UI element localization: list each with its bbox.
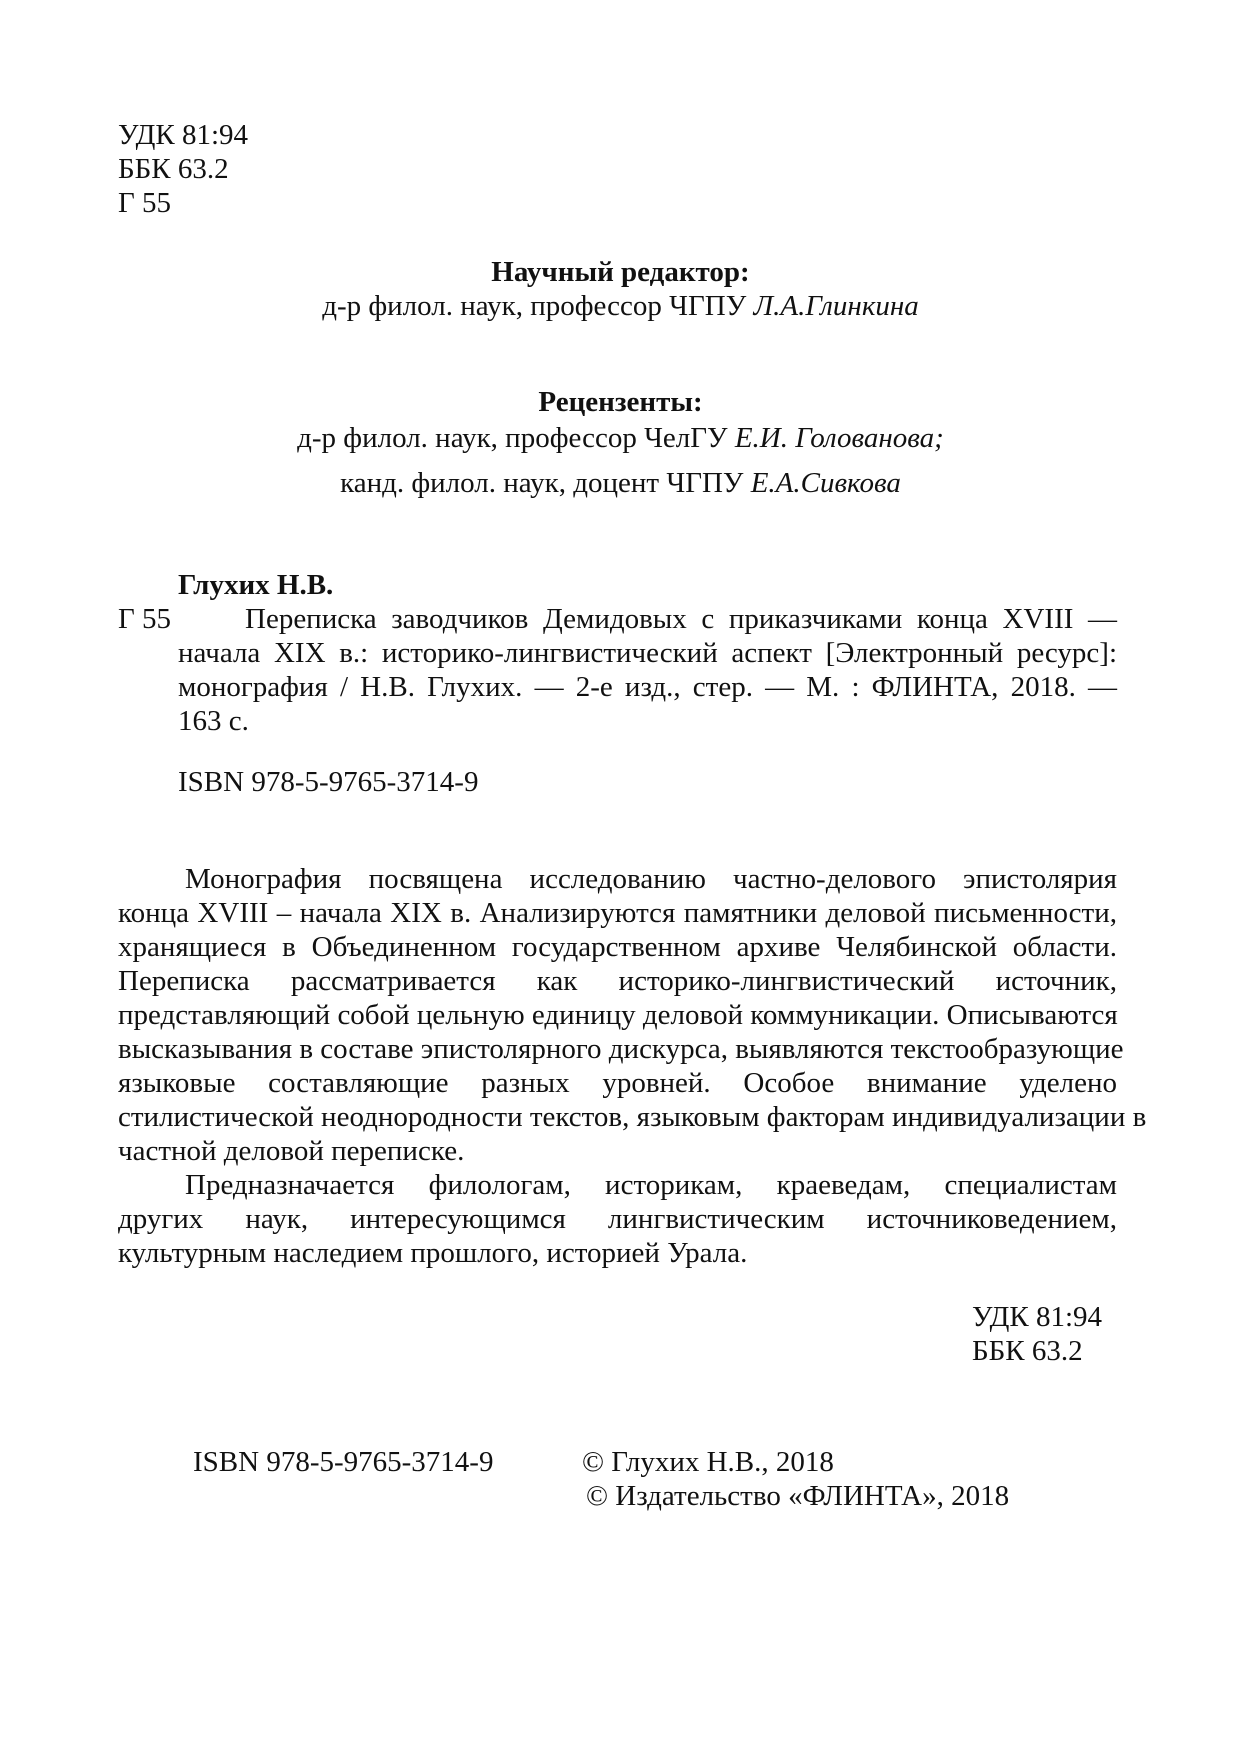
abstract-line: стилистической неоднородности текстов, языковым факторам индивидуализации в	[118, 1101, 1147, 1133]
udk-code: УДК 81:94	[972, 1301, 1103, 1333]
copyright-author: © Глухих Н.В., 2018	[582, 1446, 834, 1478]
card-author: Глухих Н.В.	[178, 569, 334, 601]
abstract-line: конца XVIII – начала XIX в. Анализируются памятники деловой письменности,	[118, 897, 1117, 929]
abstract-line: языковые составляющие разных уровней. Особое внимание уделено	[118, 1067, 1117, 1099]
card-isbn: ISBN 978-5-9765-3714-9	[178, 766, 479, 798]
editor-credentials: д-р филол. наук, профессор ЧГПУ	[322, 290, 747, 322]
abstract-line: частной деловой переписке.	[118, 1135, 465, 1167]
reviewer-line	[0, 421, 1241, 455]
card-line: монография / Н.В. Глухих. — 2-е изд., стер. — М. : ФЛИНТА, 2018. —	[178, 671, 1117, 703]
reviewer-credentials: д-р филол. наук, профессор ЧелГУ	[297, 422, 728, 454]
card-line: начала XIX в.: историко-лингвистический аспект [Электронный ресурс]:	[178, 637, 1117, 669]
copyright-publisher: © Издательство «ФЛИНТА», 2018	[586, 1480, 1010, 1512]
card-line: 163 с.	[178, 705, 249, 737]
abstract-line: культурным наследием прошлого, историей Урала.	[118, 1237, 748, 1269]
editor-line	[0, 289, 1241, 323]
reviewer-name: Е.И. Голованова;	[734, 422, 944, 454]
abstract-line: Переписка рассматривается как историко-лингвистический источник,	[118, 965, 1117, 997]
abstract-line: Предназначается филологам, историкам, краеведам, специалистам	[185, 1169, 1117, 1201]
abstract-line: высказывания в составе эпистолярного дискурса, выявляются текстообразующие	[118, 1033, 1124, 1065]
abstract-paragraph-1	[118, 862, 1147, 1168]
udk-code: УДК 81:94	[118, 119, 249, 151]
reviewer-line	[0, 466, 1241, 500]
card-description	[178, 602, 1117, 738]
abstract-paragraph-2	[118, 1168, 1117, 1270]
abstract-line: других наук, интересующимся лингвистическим источниковедением,	[118, 1203, 1117, 1235]
bbk-code: ББК 63.2	[118, 153, 229, 185]
abstract-line: хранящиеся в Объединенном государственном архиве Челябинской области.	[118, 931, 1117, 963]
reviewer-name: Е.А.Сивкова	[750, 467, 901, 499]
author-mark: Г 55	[118, 187, 172, 219]
editor-heading: Научный редактор:	[491, 256, 750, 288]
card-line: Переписка заводчиков Демидовых с приказчиками конца XVIII —	[245, 603, 1117, 635]
reviewer-credentials: канд. филол. наук, доцент ЧГПУ	[340, 467, 744, 499]
bottom-classification-codes	[972, 1300, 1102, 1368]
reviewers-heading: Рецензенты:	[538, 386, 703, 418]
abstract-line: представляющий собой цельную единицу деловой коммуникации. Описываются	[118, 999, 1118, 1031]
bbk-code: ББК 63.2	[972, 1335, 1083, 1367]
editor-name: Л.А.Глинкина	[753, 290, 919, 322]
card-mark: Г 55	[118, 603, 172, 635]
abstract-line: Монография посвящена исследованию частно-делового эпистолярия	[185, 863, 1117, 895]
top-classification-codes	[118, 118, 248, 220]
footer-isbn: ISBN 978-5-9765-3714-9	[193, 1446, 494, 1478]
